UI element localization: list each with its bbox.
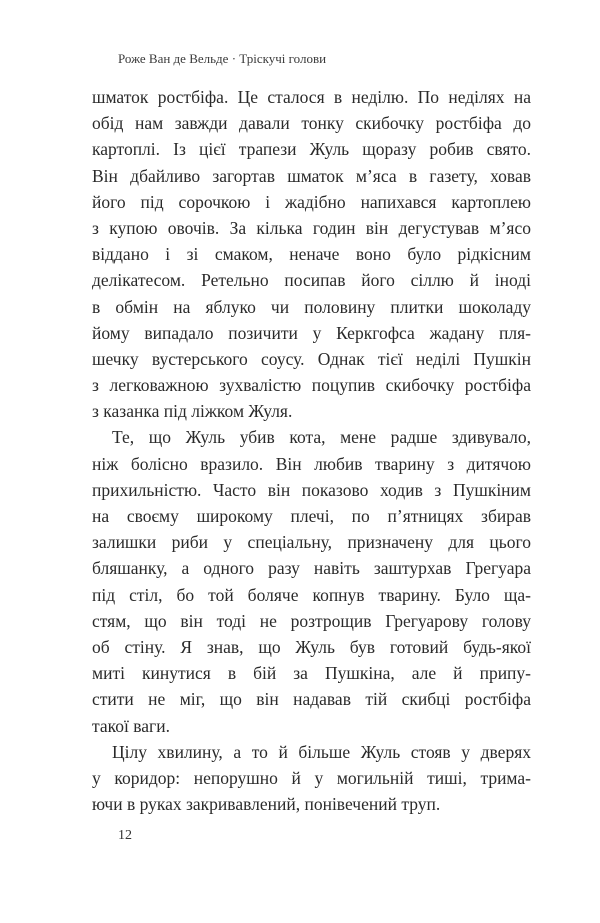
text-line: обід нам завжди давали тонку скибочку ростбіфа до	[92, 113, 531, 134]
text-line: картоплі. Із цієї трапези Жуль щоразу робив свято.	[92, 139, 531, 160]
paragraph	[92, 424, 531, 738]
header-book-title: Тріскучі голови	[239, 51, 327, 66]
text-line: такої ваги.	[92, 715, 170, 736]
header-separator: ·	[231, 51, 237, 66]
text-line: шматок ростбіфа. Це сталося в неділю. По неділях на	[92, 87, 531, 107]
text-line: Цілу хвилину, а то й більше Жуль стояв у дверях	[112, 741, 531, 762]
text-line: з купою овочів. За кілька годин він дегустував м’ясо	[92, 217, 531, 238]
text-line: делікатесом. Ретельно посипав його сіллю й іноді	[92, 270, 531, 291]
paragraph	[92, 84, 531, 424]
body-text	[92, 84, 531, 817]
text-line: шечку вустерського соусу. Однак тієї неділі Пушкін	[92, 348, 531, 369]
text-line: під стіл, бо той боляче копнув тварину. Було ща-	[92, 584, 531, 605]
text-line: Те, що Жуль убив кота, мене радше здивувало,	[112, 427, 531, 448]
text-line: стити не міг, що він надавав тій скибці ростбіфа	[92, 689, 531, 710]
text-line: миті кинутися в бій за Пушкіна, але й припу-	[92, 663, 531, 684]
text-line: йому випадало позичити у Керкгофса жадану пля-	[92, 322, 531, 343]
text-line: у коридор: непорушно й у могильній тиші, трима-	[92, 767, 531, 788]
text-line: об стіну. Я знав, що Жуль був готовий будь-якої	[92, 636, 531, 657]
text-line: віддано і зі смаком, неначе воно було рідкісним	[92, 244, 531, 265]
running-header	[118, 51, 326, 67]
text-line: ніж болісно вразило. Він любив тварину з дитячою	[92, 453, 531, 474]
text-line: стям, що він тоді не розтрощив Грегуарову голову	[92, 610, 531, 631]
text-line: з легковажною зухвалістю поцупив скибочку ростбіфа	[92, 375, 531, 396]
text-line: на своєму широкому плечі, по п’ятницях збирав	[92, 506, 531, 526]
text-line: з казанка під ліжком Жуля.	[92, 401, 293, 422]
page-number: 12	[118, 828, 132, 843]
text-line: ючи в руках закривавлений, понівечений труп.	[92, 794, 441, 815]
text-line: прихильністю. Часто він показово ходив з Пушкіним	[92, 479, 531, 500]
header-author: Роже Ван де Вельде	[118, 51, 229, 66]
text-line: бляшанку, а одного разу навіть заштурхав Грегуара	[92, 558, 531, 579]
text-line: його під сорочкою і жадібно напихався картоплею	[92, 191, 531, 212]
text-line: залишки риби у спеціальну, призначену для цього	[92, 532, 531, 553]
text-line: Він дбайливо загортав шматок м’яса в газету, ховав	[92, 165, 531, 186]
text-line: в обмін на яблуко чи половину плитки шоколаду	[92, 296, 531, 317]
paragraph	[92, 739, 531, 818]
